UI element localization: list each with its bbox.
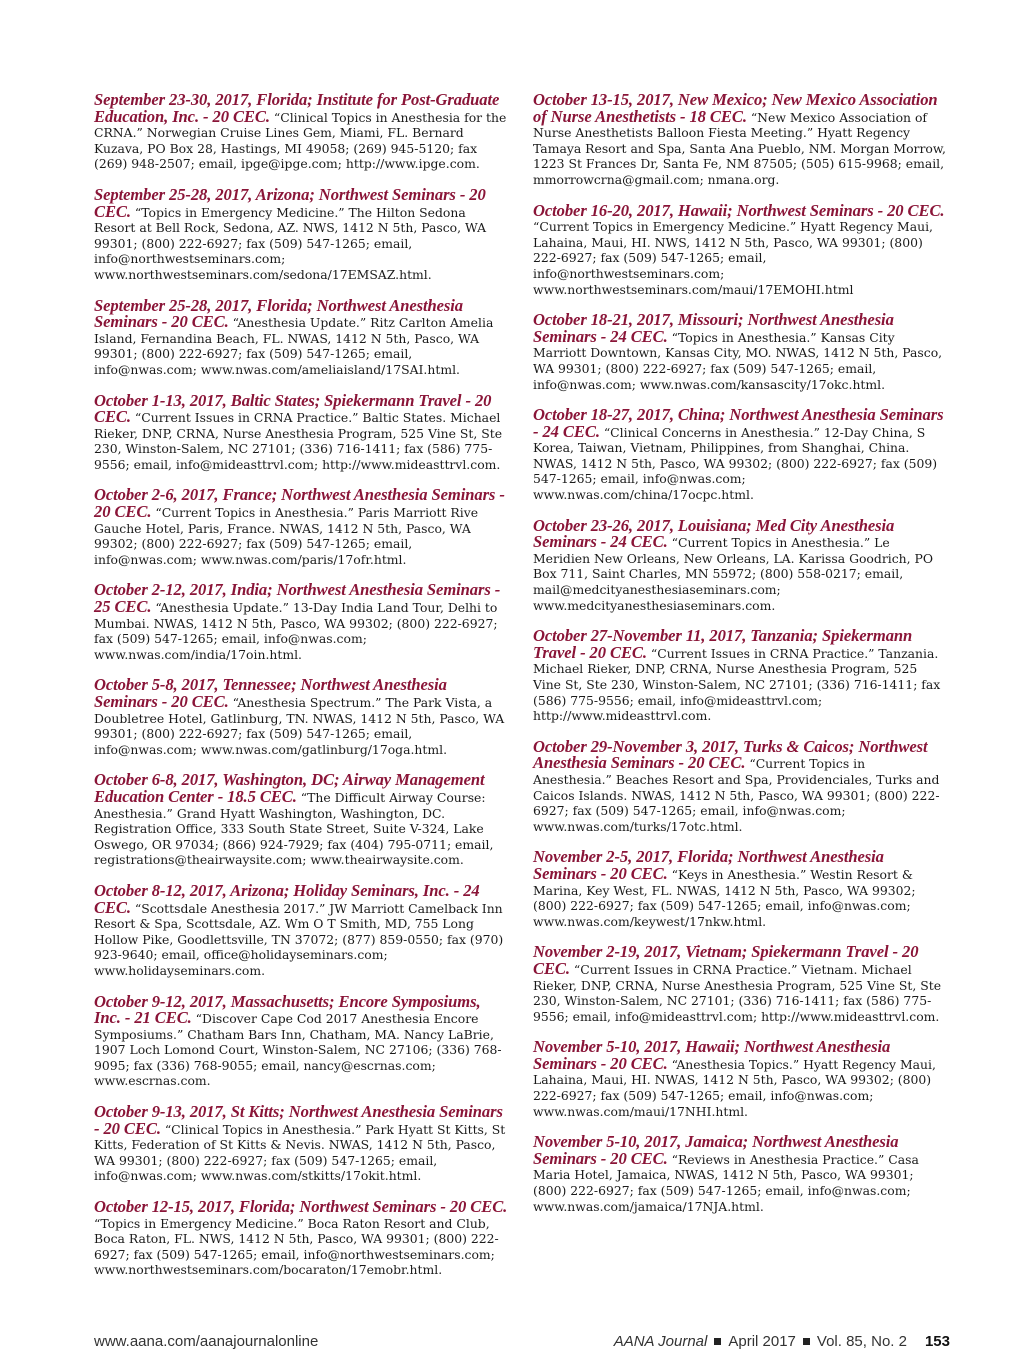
- list-item: [533, 1039, 947, 1119]
- page-footer: [94, 1333, 950, 1353]
- entry-heading: October 8-12, 2017, Arizona; Holiday Seminars, Inc. - 24 CEC.: [94, 880, 480, 917]
- footer-journal-title: AANA Journal: [613, 1333, 708, 1350]
- entry-body: “Clinical Topics in Anesthesia for the CRNA.” Norwegian Cruise Lines Gem, Miami, FL. Bernard Kuzava, PO Box 28, Hastings, MI 49058; (269) 945-5120; fax (269) 948-2507; email, ipge@ipge.com; http://www.ipge.com.: [94, 109, 507, 172]
- entry-heading: September 25-28, 2017, Arizona; Northwest Seminars - 20 CEC.: [94, 184, 486, 221]
- entry-heading: October 23-26, 2017, Louisiana; Med City Anesthesia Seminars - 24 CEC.: [533, 515, 895, 552]
- entry-heading: October 27-November 11, 2017, Tanzania; Spiekermann Travel - 20 CEC.: [533, 626, 913, 662]
- entry-body: “Anesthesia Topics.” Hyatt Regency Maui, Lahaina, Maui, HI. NWAS, 1412 N 5th, Pasco, WA 99302; (800) 222-6927; fax (509) 547-1265; email, info@nwas.com; www.nwas.com/maui/17NHI.html.: [533, 1056, 936, 1119]
- list-item: [533, 92, 947, 188]
- entry-heading: November 2-19, 2017, Vietnam; Spiekermann Travel - 20 CEC.: [533, 942, 919, 978]
- entry-body: “Anesthesia Update.” Ritz Carlton Amelia Island, Fernandina Beach, FL. NWAS, 1412 N 5th, Pasco, WA 99301; (800) 222-6927; fax (509) 547-1265; email, info@nwas.com; www.nwas.com/ameliaisland/17SAI.html.: [94, 315, 494, 377]
- entry-heading: October 1-13, 2017, Baltic States; Spiekermann Travel - 20 CEC.: [94, 390, 492, 427]
- list-item: [94, 880, 508, 979]
- list-item: [533, 200, 947, 298]
- entry-heading: October 13-15, 2017, New Mexico; New Mexico Association of Nurse Anesthetists - 18 CEC.: [533, 90, 938, 126]
- list-item: [94, 92, 508, 172]
- list-item: [94, 582, 508, 662]
- footer-date: April 2017: [728, 1333, 796, 1350]
- footer-volume: Vol. 85, No. 2: [816, 1333, 907, 1350]
- list-item: [94, 1104, 508, 1184]
- list-item: [533, 312, 947, 392]
- entry-body: “Topics in Emergency Medicine.” The Hilton Sedona Resort at Bell Rock, Sedona, AZ. NWS, 1412 N 5th, Pasco, WA 99301; (800) 222-6927; fax (509) 547-1265; email, info@northwestseminars.com; www.northwestseminars.com/sedona/17EMSAZ.html.: [94, 204, 487, 282]
- list-item: [533, 407, 947, 503]
- list-item: [533, 736, 947, 835]
- entry-body: “Current Topics in Anesthesia.” Le Meridien New Orleans, New Orleans, LA. Karissa Goodrich, PO Box 711, Saint Charles, MN 55972; (800) 558-0217; email, mail@medcityanesthesiaseminars.com; www.medcityanesthesiaseminars.com.: [533, 535, 934, 613]
- footer-citation: [614, 1333, 950, 1350]
- entry-body: “Topics in Anesthesia.” Kansas City Marriott Downtown, Kansas City, MO. NWAS, 1412 N 5th, Pasco, WA 99301; (800) 222-6927; fax (509) 547-1265; email, info@nwas.com; www.nwas.com/kansascity/17okc.html.: [533, 329, 943, 392]
- list-item: [94, 772, 508, 868]
- entry-heading: September 25-28, 2017, Florida; Northwest Anesthesia Seminars - 20 CEC.: [94, 295, 463, 332]
- entry-body: “Current Issues in CRNA Practice.” Baltic States. Michael Rieker, DNP, CRNA, Nurse Anesthesia Program, 525 Vine St, Ste 230, Winston-Salem, NC 27101; (336) 716-1411; fax (586) 775-9556; email, info@mideasttrvl.com; http://www.mideasttrvl.com.: [94, 410, 503, 472]
- list-item: [94, 295, 508, 378]
- entry-heading: October 6-8, 2017, Washington, DC; Airway Management Education Center - 18.5 CEC.: [94, 770, 485, 806]
- entry-heading: November 5-10, 2017, Hawaii; Northwest Anesthesia Seminars - 20 CEC.: [533, 1037, 891, 1073]
- square-bullet-icon: [714, 1338, 721, 1345]
- list-item: [533, 1134, 947, 1214]
- entry-heading: October 16-20, 2017, Hawaii; Northwest Seminars - 20 CEC.: [533, 200, 945, 220]
- entry-body: “Current Topics in Emergency Medicine.” Hyatt Regency Maui, Lahaina, Maui, HI. NWS, 1412 N 5th, Pasco, WA 99301; (800) 222-6927; fax (509) 547-1265; email, info@northwestseminars.com; www.northwestseminars.com/maui/17EMOHI.html: [533, 219, 933, 297]
- entry-body: “Current Topics in Anesthesia.” Beaches Resort and Spa, Providenciales, Turks and Caicos Islands. NWAS, 1412 N 5th, Pasco, WA 99301; (800) 222-6927; fax (509) 547-1265; email, info@nwas.com; www.nwas.com/turks/17otc.html.: [533, 756, 940, 834]
- list-item: [533, 515, 947, 614]
- entry-body: “Current Issues in CRNA Practice.” Tanzania. Michael Rieker, DNP, CRNA, Nurse Anesthesia Program, 525 Vine St, Ste 230, Winston-Salem, NC 27101; (336) 716-1411; fax (586) 775-9556; email, info@mideasttrvl.com; http://www.mideasttrvl.com.: [533, 645, 941, 724]
- entry-body: “Reviews in Anesthesia Practice.” Casa Maria Hotel, Jamaica, NWAS, 1412 N 5th, Pasco, WA 99301; (800) 222-6927; fax (509) 547-1265; email, info@nwas.com; www.nwas.com/jamaica/17NJA.html.: [533, 1151, 919, 1214]
- entry-heading: October 9-13, 2017, St Kitts; Northwest Anesthesia Seminars - 20 CEC.: [94, 1102, 503, 1138]
- list-item: [94, 1199, 508, 1278]
- entry-heading: November 5-10, 2017, Jamaica; Northwest Anesthesia Seminars - 20 CEC.: [533, 1132, 899, 1168]
- entry-body: “Current Issues in CRNA Practice.” Vietnam. Michael Rieker, DNP, CRNA, Nurse Anesthesia Program, 525 Vine St, Ste 230, Winston-Salem, NC 27101; (336) 716-1411; fax (586) 775-9556; email, info@mideasttrvl.com; http://www.mideasttrvl.com.: [533, 961, 942, 1024]
- entry-body: “Clinical Concerns in Anesthesia.” 12-Day China, S Korea, Taiwan, Vietnam, Philippines, from Shanghai, China. NWAS, 1412 N 5th, Pasco, WA 99302; (800) 222-6927; fax (509) 547-1265; email, info@nwas.com; www.nwas.com/china/17ocpc.html.: [533, 424, 938, 503]
- entry-heading: September 23-30, 2017, Florida; Institute for Post-Graduate Education, Inc. - 20 CEC.: [94, 90, 500, 126]
- entry-body: “Anesthesia Update.” 13-Day India Land Tour, Delhi to Mumbai. NWAS, 1412 N 5th, Pasco, WA 99302; (800) 222-6927; fax (509) 547-1265; email, info@nwas.com; www.nwas.com/india/17oin.html.: [94, 600, 498, 662]
- entry-body: “Scottsdale Anesthesia 2017.” JW Marriott Camelback Inn Resort & Spa, Scottsdale, AZ. Wm O T Smith, MD, 755 Long Hollow Pike, Goodlettsville, TN 37072; (877) 859-0550; fax (970) 923-9640; email, office@holidayseminars.com; www.holidayseminars.com.: [94, 900, 504, 978]
- list-item: [94, 390, 508, 473]
- entry-body: “Keys in Anesthesia.” Westin Resort & Marina, Key West, FL. NWAS, 1412 N 5th, Pasco, WA 99302; (800) 222-6927; fax (509) 547-1265; email, info@nwas.com; www.nwas.com/keywest/17nkw.html.: [533, 866, 916, 929]
- left-column: [94, 92, 508, 1293]
- entry-heading: November 2-5, 2017, Florida; Northwest Anesthesia Seminars - 20 CEC.: [533, 847, 884, 883]
- entry-heading: October 2-6, 2017, France; Northwest Anesthesia Seminars - 20 CEC.: [94, 485, 505, 522]
- entry-heading: October 12-15, 2017, Florida; Northwest Seminars - 20 CEC.: [94, 1197, 508, 1217]
- list-item: [533, 944, 947, 1024]
- entry-body: “Discover Cape Cod 2017 Anesthesia Encore Symposiums.” Chatham Bars Inn, Chatham, MA. Nancy LaBrie, 1907 Loch Lomond Court, Winston-Salem, NC 27106; (336) 768-9095; fax (336) 768-9055; email, nancy@escrnas.com; www.escrnas.com.: [94, 1011, 502, 1089]
- list-item: [94, 991, 508, 1090]
- entry-heading: October 29-November 3, 2017, Turks & Caicos; Northwest Anesthesia Seminars - 20 CEC.: [533, 736, 928, 773]
- entry-body: “The Difficult Airway Course: Anesthesia.” Grand Hyatt Washington, Washington, DC. Registration Office, 333 South State Street, Suite V-324, Lake Oswego, OR 97034; (866) 924-7929; fax (404) 795-0711; email, registrations@theairwaysite.com; www.theairwaysite.com.: [94, 789, 494, 868]
- list-item: [94, 184, 508, 283]
- page-number: 153: [924, 1333, 950, 1350]
- entry-heading: October 5-8, 2017, Tennessee; Northwest Anesthesia Seminars - 20 CEC.: [94, 675, 447, 711]
- entry-heading: October 18-21, 2017, Missouri; Northwest Anesthesia Seminars - 24 CEC.: [533, 310, 894, 346]
- footer-url[interactable]: www.aana.com/aanajournalonline: [94, 1333, 319, 1350]
- entry-body: “Clinical Topics in Anesthesia.” Park Hyatt St Kitts, St Kitts, Federation of St Kitts & Nevis. NWAS, 1412 N 5th, Pasco, WA 99301; (800) 222-6927; fax (509) 547-1265; email, info@nwas.com; www.nwas.com/stkitts/17okit.html.: [94, 1121, 506, 1184]
- list-item: [533, 628, 947, 724]
- square-bullet-icon: [803, 1338, 810, 1345]
- right-column: [533, 92, 947, 1229]
- entry-body: “Topics in Emergency Medicine.” Boca Raton Resort and Club, Boca Raton, FL. NWS, 1412 N 5th, Pasco, WA 99301; (800) 222-6927; fax (509) 547-1265; email, info@northwestseminars.com; www.northwestseminars.com/bocaraton/17emobr.html.: [94, 1215, 499, 1278]
- entry-body: “Current Topics in Anesthesia.” Paris Marriott Rive Gauche Hotel, Paris, France. NWAS, 1412 N 5th, Pasco, WA 99302; (800) 222-6927; fax (509) 547-1265; email, info@nwas.com; www.nwas.com/paris/17ofr.html.: [94, 505, 479, 567]
- list-item: [94, 677, 508, 757]
- entry-heading: October 9-12, 2017, Massachusetts; Encore Symposiums, Inc. - 21 CEC.: [94, 991, 481, 1028]
- entry-body: “Anesthesia Spectrum.” The Park Vista, a Doubletree Hotel, Gatlinburg, TN. NWAS, 1412 N 5th, Pasco, WA 99301; (800) 222-6927; fax (509) 547-1265; email, info@nwas.com; www.nwas.com/gatlinburg/17oga.html.: [94, 695, 505, 757]
- list-item: [94, 487, 508, 567]
- entry-heading: October 2-12, 2017, India; Northwest Anesthesia Seminars - 25 CEC.: [94, 580, 501, 617]
- list-item: [533, 849, 947, 929]
- entry-heading: October 18-27, 2017, China; Northwest Anesthesia Seminars - 24 CEC.: [533, 405, 944, 441]
- entry-body: “New Mexico Association of Nurse Anesthetists Balloon Fiesta Meeting.” Hyatt Regency Tamaya Resort and Spa, Santa Ana Pueblo, NM. Morgan Morrow, 1223 St Frances Dr, Santa Fe, NM 87505; (505) 615-9968; email, mmorrowcrna@gmail.com; nmana.org.: [533, 109, 946, 187]
